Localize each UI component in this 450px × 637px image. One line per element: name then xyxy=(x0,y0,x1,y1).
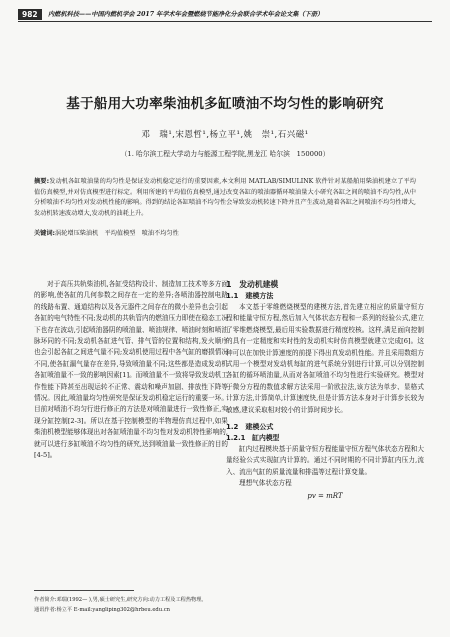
keywords xyxy=(34,229,416,239)
section-heading: 1 发动机建模 xyxy=(226,280,279,289)
subsection-heading: 1.1 建模方法 xyxy=(226,292,274,300)
abstract-text: 发动机各缸喷油量的均匀性是保证发动机稳定运行的重要因素,本文利用 MATLAB/SIMULINK 软件针对某船舶用柴油机建立了平均值仿真模型,并对仿真模型进行标定。利用所建的平均值仿真模型,通过改变各缸的喷油器循环喷油量大小研究各缸之间的喷油不均匀性,从中分析喷油不均匀性对发动机性能的影响。得到的结论各缸喷油不均匀性会导致发动机转速下降并且产生波动,随着各缸之间喷油不均匀性增大,发动机转速波动增大,发动机的油耗上升。 xyxy=(34,178,416,217)
formula: pv = mRT xyxy=(307,491,343,500)
footnote-divider xyxy=(34,590,134,591)
abstract xyxy=(34,177,416,219)
footnote-contact: 通讯作者:杨立平 E-mail:yangliping302@hrbeu.edu.cn xyxy=(34,606,170,613)
subsection-heading: 1.2 建模公式 xyxy=(226,423,274,432)
page-header xyxy=(18,9,432,22)
body-paragraph: 缸内过程模块基于质量守恒方程能量守恒方程气体状态方程和大量经验公式实现缸内计算的。通过不同时期的不同计算缸内压力,流入、流出气缸的质量流量和排温等过程计算变量。 xyxy=(226,445,424,476)
body-paragraph: 本文基于零维燃烧模型的建模方法,首先建立相应的质量守恒方程和能量守恒方程,然后加入气体状态方程和一系列的经验公式,建立了零维燃烧模型,最后用实验数据进行精度校核。这样,满足面向控制的具有一定精度和实时性的发动机实时仿真模型就建立完成[6]。这种可以在加快计算速度的前提下得出真发动机性能。并且采用数组方式用一个模型对发动机每缸的进气系统分别进行计算,可以分别控制各缸的循环喷油量,从而对各缸喷油不均匀性进行实验研究。模型对于微分方程的数值求解方法采用一阶欧拉法,该方法为单步、显格式计算方法,计算简单,计算速度快,但是计算方法本身对于计算步长较为敏感,建议采取相对较小的计算时间步长。 xyxy=(226,303,424,414)
intro-paragraph: 对于高压共轨柴油机,各缸受结构设计、制造加工技术等多方面的影响,使各缸的几何参数之间存在一定的差异;各喷油器控制电路的线路布置、通道结构以及各元器件之间存在的微小差异也会引起各缸的电气特性不同;发动机的共轨管内的燃油压力即使在稳态工况下也存在波动,引起喷油器阴的喷油量、喷油规律、喷油时刻和喷油脉环同的不同;发动机各缸进气管、排气管的位置和结构,发火顺序也会引起各缸之间进气量不同;发动机使用过程中各气缸的磨损情况不同,使各缸漏气量存在差异,导致喷油量不同;这些都是造成发动机各缸喷油量不一致的影响因素[1]。而喷油量不一致将导致发动机工作性能下降甚至出现运转不正常、震动和噪声加剧、排放性下降等情况。因此,喷油量均匀性研究是保证发动机稳定运行的重要一环。目前对喷油不均匀行进行修正的方法是对喷油量进行一致性修正,实现分缸控制[2-3]。所以在基于控制模型的半物理仿真过程中,如果柴油机模型能够体现出对各缸喷油量不均匀性对发动机特性影响的,就可以进行多缸喷油不均匀性的研究,达到喷油量一致性修正的目的[4-5]。 xyxy=(34,280,228,460)
running-head: 内燃机科技——中国内燃机学会 2017 年学术年会暨燃烧节能净化分会联合学术年会论文集（下册） xyxy=(48,11,324,18)
left-column xyxy=(34,279,228,462)
authors: 邓 瑞¹,宋恩哲¹,杨立平¹,姚 崇¹,石兴磁¹ xyxy=(141,130,309,140)
affiliation: （1. 哈尔滨工程大学动力与能源工程学院,黑龙江 哈尔滨 150000） xyxy=(120,150,330,158)
footnote xyxy=(34,596,234,615)
page-number: 982 xyxy=(18,9,42,20)
paper-title: 基于船用大功率柴油机多缸喷油不均匀性的影响研究 xyxy=(66,96,384,112)
footnote-author-bio: 作者简介:邓瑞(1992— ),男,硕士研究生,研究方向:动力工程及工程热物理。 xyxy=(34,597,207,603)
keywords-label: 关键词: xyxy=(34,230,56,237)
abstract-label: 摘要: xyxy=(34,178,50,185)
subsubsection-heading: 1.2.1 缸内模型 xyxy=(226,434,280,443)
right-column xyxy=(226,279,424,502)
keywords-text: 涡轮增压柴油机 平均值模型 喷油不均匀性 xyxy=(55,230,179,237)
formula-label: 理想气体状态方程 xyxy=(239,479,292,488)
